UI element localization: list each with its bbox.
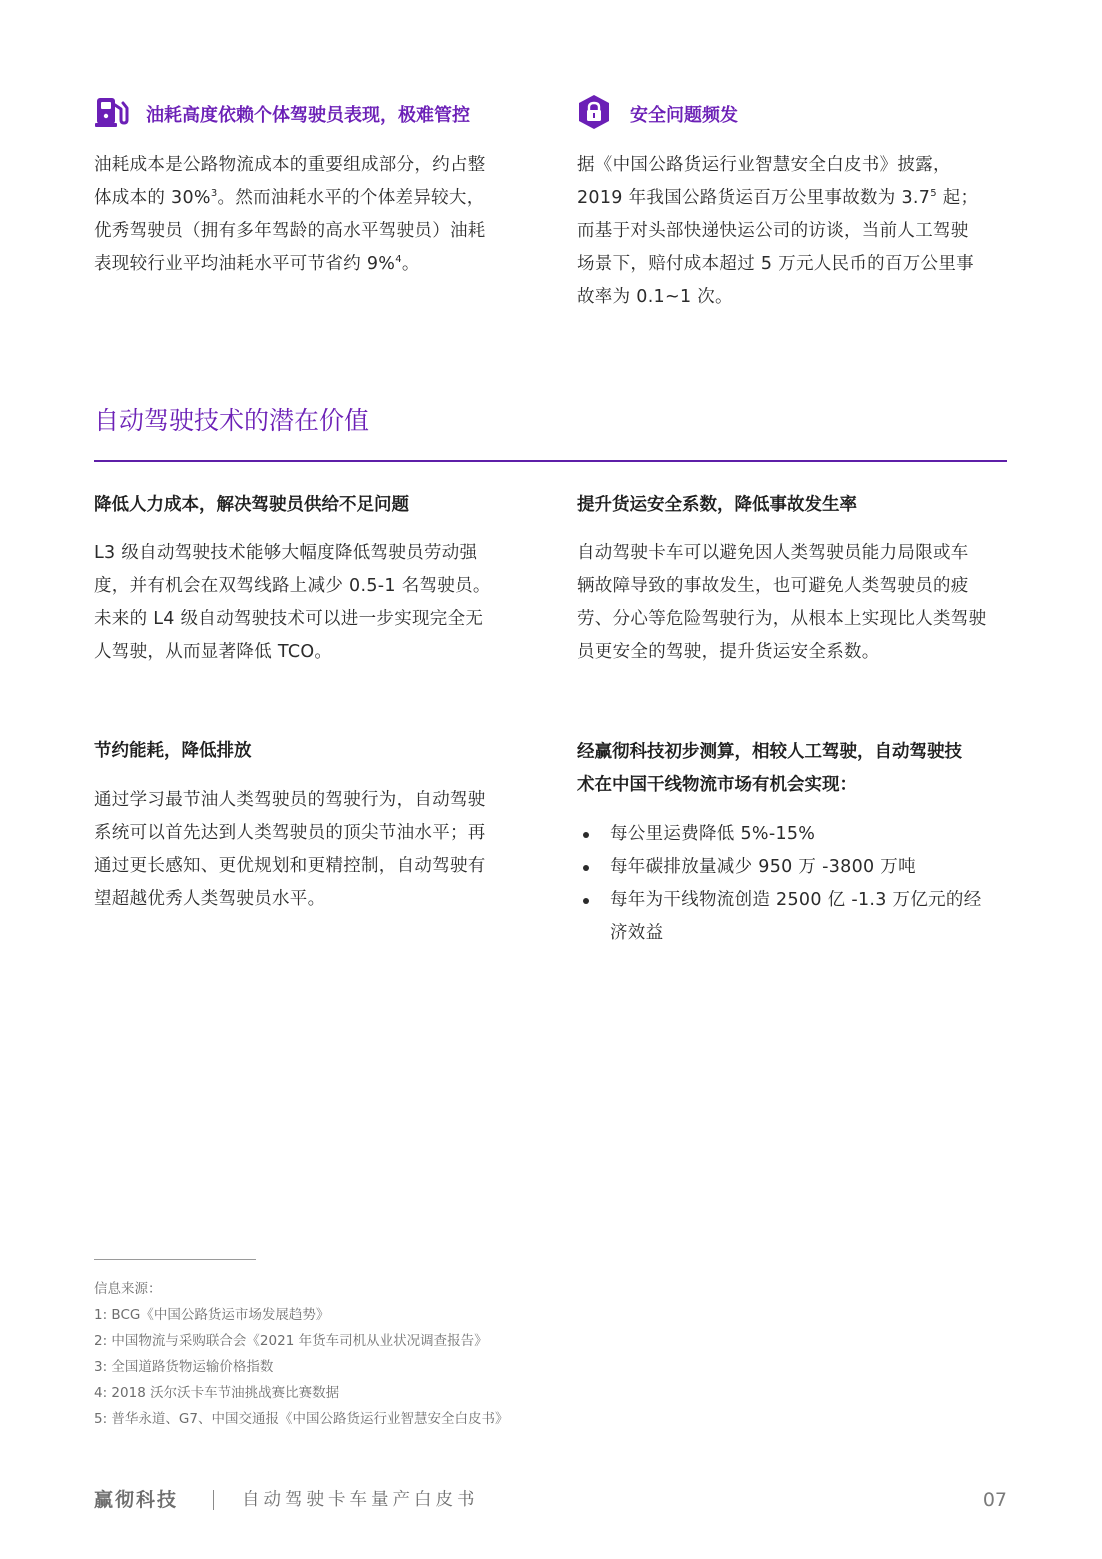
safety-value-text	[577, 537, 1017, 669]
footnote-item: 4: 2018 沃尔沃卡车节油挑战赛比赛数据	[94, 1385, 340, 1401]
text-line: 通过学习最节油人类驾驶员的驾驶行为，自动驾驶	[94, 790, 486, 810]
list-item	[577, 818, 1017, 851]
text-segment: 。然而油耗水平的个体差异较大，	[217, 188, 485, 208]
footnote-item: 1: BCG《中国公路货运市场发展趋势》	[94, 1307, 330, 1323]
footnote-divider	[94, 1259, 256, 1260]
bullet-dot	[583, 898, 589, 904]
labor-value-title: 降低人力成本，解决驾驶员供给不足问题	[94, 495, 409, 515]
lock-shield-icon	[576, 94, 612, 130]
title-line: 术在中国干线物流市场有机会实现：	[577, 775, 857, 795]
section-divider	[94, 460, 1007, 462]
text-segment: 体成本的 30%	[94, 188, 211, 208]
footnote-ref[interactable]: 4	[395, 254, 402, 266]
footnote-item: 3: 全国道路货物运输价格指数	[94, 1359, 274, 1375]
text-segment: 起；	[936, 188, 979, 208]
safety-challenge-text	[577, 149, 1017, 314]
text-line: L3 级自动驾驶技术能够大幅度降低驾驶员劳动强	[94, 543, 478, 563]
fuel-challenge-title: 油耗高度依赖个体驾驶员表现，极难管控	[146, 105, 470, 126]
text-line: 优秀驾驶员（拥有多年驾龄的高水平驾驶员）油耗	[94, 221, 486, 241]
text-line: 场景下，赔付成本超过 5 万元人民币的百万公里事	[577, 254, 974, 274]
list-item	[577, 884, 1017, 950]
labor-value-text	[94, 537, 534, 669]
bullet-dot	[583, 832, 589, 838]
fuel-challenge-text	[94, 149, 534, 281]
text-line: 油耗成本是公路物流成本的重要组成部分，约占整	[94, 155, 486, 175]
safety-value-title: 提升货运安全系数，降低事故发生率	[577, 495, 857, 515]
footnote-ref[interactable]: 5	[930, 188, 937, 200]
text-line: 通过更长感知、更优规划和更精控制，自动驾驶有	[94, 856, 486, 876]
text-line	[94, 182, 534, 215]
footnotes-heading: 信息来源：	[94, 1281, 162, 1297]
fuel-pump-icon	[94, 94, 130, 130]
list-item-text: 每年为干线物流创造 2500 亿 -1.3 万亿元的经	[610, 890, 982, 910]
text-line: 未来的 L4 级自动驾驶技术可以进一步实现完全无	[94, 609, 484, 629]
text-line: 故率为 0.1~1 次。	[577, 287, 733, 307]
footnote-item: 5: 普华永道、G7、中国交通报《中国公路货运行业智慧安全白皮书》	[94, 1411, 509, 1427]
estimate-title	[577, 736, 1017, 802]
page-number: 07	[982, 1489, 1007, 1511]
footer-separator	[213, 1490, 214, 1510]
footnote-item: 2: 中国物流与采购联合会《2021 年货车司机从业状况调查报告》	[94, 1333, 488, 1349]
energy-value-title: 节约能耗，降低排放	[94, 741, 252, 761]
text-line: 系统可以首先达到人类驾驶员的顶尖节油水平；再	[94, 823, 486, 843]
list-item-text: 每年碳排放量减少 950 万 -3800 万吨	[610, 857, 916, 877]
footnotes	[94, 1276, 508, 1432]
list-item	[577, 851, 1017, 884]
footer-brand: 赢彻科技	[94, 1489, 179, 1511]
bullet-dot	[583, 865, 589, 871]
text-line: 度，并有机会在双驾线路上减少 0.5-1 名驾驶员。	[94, 576, 491, 596]
text-line	[94, 248, 534, 281]
text-line: 自动驾驶卡车可以避免因人类驾驶员能力局限或车	[577, 543, 969, 563]
text-line	[577, 182, 1017, 215]
text-line: 劳、分心等危险驾驶行为，从根本上实现比人类驾驶	[577, 609, 987, 629]
energy-value-text	[94, 784, 534, 916]
text-line: 而基于对头部快递快运公司的访谈，当前人工驾驶	[577, 221, 969, 241]
footnote-ref[interactable]: 3	[210, 188, 218, 200]
text-segment: 表现较行业平均油耗水平可节省约 9%	[94, 254, 396, 274]
text-segment: 2019 年我国公路货运百万公里事故数为 3.7	[577, 188, 931, 208]
estimate-bullet-list	[577, 818, 1017, 950]
text-line: 望超越优秀人类驾驶员水平。	[94, 889, 326, 909]
text-segment: 。	[401, 254, 420, 274]
list-item-text: 济效益	[610, 923, 664, 943]
text-line: 据《中国公路货运行业智慧安全白皮书》披露，	[577, 155, 951, 175]
section-title: 自动驾驶技术的潜在价值	[94, 406, 370, 435]
text-line: 辆故障导致的事故发生，也可避免人类驾驶员的疲	[577, 576, 969, 596]
footer-doc-title: 自动驾驶卡车量产白皮书	[242, 1490, 479, 1510]
text-line: 人驾驶，从而显著降低 TCO。	[94, 642, 333, 662]
safety-challenge-title: 安全问题频发	[630, 105, 738, 126]
text-line: 员更安全的驾驶，提升货运安全系数。	[577, 642, 880, 662]
title-line: 经赢彻科技初步测算，相较人工驾驶，自动驾驶技	[577, 742, 962, 762]
list-item-text: 每公里运费降低 5%-15%	[610, 824, 816, 844]
